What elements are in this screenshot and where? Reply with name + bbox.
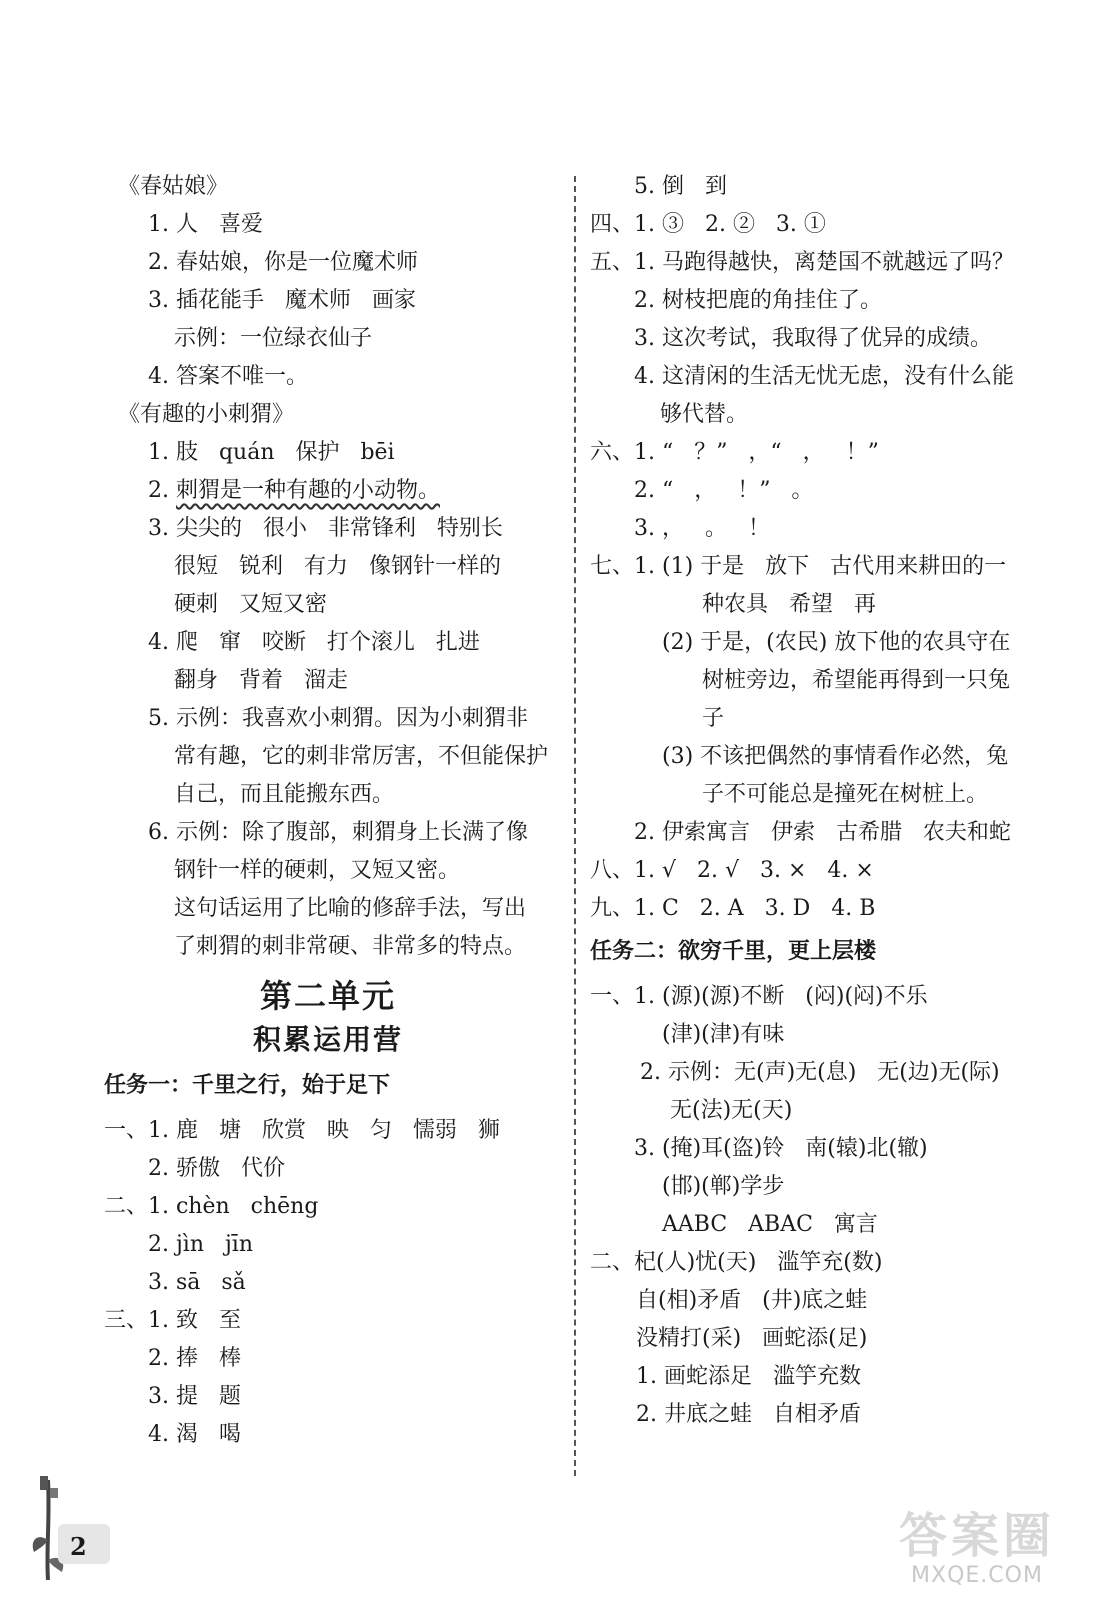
title-ciwei: 《有趣的小刺猬》 xyxy=(118,402,295,427)
answer-line: 6. 示例：除了腹部，刺猬身上长满了像 xyxy=(148,820,528,845)
watermark-logo-text: 答案圈 xyxy=(898,1508,1055,1564)
answer-line: 5. 倒 到 xyxy=(634,174,727,199)
answer-number: 2. xyxy=(148,478,176,503)
answer-line: 2. 骄傲 代价 xyxy=(148,1156,285,1181)
answer-line: 1. 人 喜爱 xyxy=(148,212,263,237)
answer-line: 五、1. 马跑得越快，离楚国不就越远了吗？ xyxy=(590,250,1014,275)
answer-line: 2. 树枝把鹿的角挂住了。 xyxy=(634,288,882,313)
answer-line: 子不可能总是撞死在树桩上。 xyxy=(702,782,989,807)
answer-line: 一、1. (源)(源)不断 (闷)(闷)不乐 xyxy=(590,984,928,1009)
answer-line: (津)(津)有味 xyxy=(662,1022,785,1047)
answer-line: (3) 不该把偶然的事情看作必然，兔 xyxy=(662,744,1009,769)
answer-line: 4. 答案不唯一。 xyxy=(148,364,308,389)
answer-line: 自己，而且能搬东西。 xyxy=(174,782,395,807)
watermark xyxy=(872,1508,1082,1592)
answer-line: (邯)(郸)学步 xyxy=(662,1174,785,1199)
answer-line: 1. 肢 quán 保护 bēi xyxy=(148,440,395,465)
task-one-heading: 任务一：千里之行，始于足下 xyxy=(104,1072,391,1098)
answer-line: 一、1. 鹿 塘 欣赏 映 匀 懦弱 狮 xyxy=(104,1118,500,1143)
answer-line: 3. 尖尖的 很小 非常锋利 特别长 xyxy=(148,516,503,541)
answer-line: 无(法)无(天) xyxy=(670,1098,793,1123)
answer-line: 3. 插花能手 魔术师 画家 xyxy=(148,288,416,313)
answer-line: 3. (掩)耳(盗)铃 南(辕)北(辙) xyxy=(634,1136,928,1161)
column-divider xyxy=(574,176,576,1476)
answer-line: 示例：一位绿衣仙子 xyxy=(174,326,373,351)
task-two-heading: 任务二：欲穷千里，更上层楼 xyxy=(590,938,877,964)
answer-line: 4. 这清闲的生活无忧无虑，没有什么能 xyxy=(634,364,1014,389)
section-title: 积累运用营 xyxy=(252,1023,403,1056)
answer-line xyxy=(148,476,440,506)
answer-line: 七、1. (1) 于是 放下 古代用来耕田的一 xyxy=(590,554,1007,579)
answer-line: 钢针一样的硬刺，又短又密。 xyxy=(174,858,461,883)
answer-line: 三、1. 致 至 xyxy=(104,1308,241,1333)
answer-line: 够代替。 xyxy=(660,402,749,427)
answer-line: 这句话运用了比喻的修辞手法，写出 xyxy=(174,896,527,921)
answer-line: 2. jìn jīn xyxy=(148,1232,254,1257)
answer-line: 2. 伊索寓言 伊索 古希腊 农夫和蛇 xyxy=(634,820,1011,845)
title-chunguniang: 《春姑娘》 xyxy=(118,174,229,199)
answer-line: 2. 捧 棒 xyxy=(148,1346,241,1371)
answer-line: 了刺猬的刺非常硬、非常多的特点。 xyxy=(174,934,527,959)
answer-line: 树桩旁边，希望能再得到一只兔 xyxy=(702,668,1011,693)
answer-line: 种农具 希望 再 xyxy=(702,592,876,617)
answer-line: 六、1. “ ？” ，“ ， ！” xyxy=(590,440,879,465)
unit-title: 第二单元 xyxy=(259,977,396,1015)
answer-line: 2. “ ， ！” 。 xyxy=(634,478,814,503)
answer-line: 4. 渴 喝 xyxy=(148,1422,241,1447)
answer-line: 5. 示例：我喜欢小刺猬。因为小刺猬非 xyxy=(148,706,528,731)
watermark-url: MXQE.COM xyxy=(911,1563,1043,1588)
answer-line: 子 xyxy=(702,706,725,731)
answer-line: 3. 这次考试，我取得了优异的成绩。 xyxy=(634,326,992,351)
answer-line: 二、杞(人)忧(天) 滥竽充(数) xyxy=(590,1250,883,1275)
answer-line: 八、1. √ 2. √ 3. × 4. × xyxy=(590,858,874,883)
answer-line: 3. ， 。 ！ xyxy=(634,516,770,541)
answer-line: 二、1. chèn chēng xyxy=(104,1194,319,1219)
answer-line: 3. sā sǎ xyxy=(148,1270,246,1295)
answer-line: 1. 画蛇添足 滥竽充数 xyxy=(636,1364,861,1389)
answer-line: (2) 于是，(农民) 放下他的农具守在 xyxy=(662,630,1011,655)
page-number: 2 xyxy=(70,1532,87,1561)
answer-line: 3. 提 题 xyxy=(148,1384,241,1409)
answer-line: 2. 示例：无(声)无(息) 无(边)无(际) xyxy=(640,1060,1000,1085)
wavy-underlined-sentence: 刺猬是一种有趣的小动物。 xyxy=(175,478,440,503)
answer-line: 九、1. C 2. A 3. D 4. B xyxy=(590,896,876,921)
answer-line: 2. 井底之蛙 自相矛盾 xyxy=(636,1402,861,1427)
answer-line: 常有趣，它的刺非常厉害，不但能保护 xyxy=(174,744,549,769)
answer-line: 四、1. ③ 2. ② 3. ① xyxy=(590,212,826,237)
answer-line: AABC ABAC 寓言 xyxy=(662,1212,878,1237)
answer-line: 硬刺 又短又密 xyxy=(174,592,327,617)
answer-line: 很短 锐利 有力 像钢针一样的 xyxy=(174,554,501,579)
answer-line: 4. 爬 窜 咬断 打个滚儿 扎进 xyxy=(148,630,480,655)
answer-line: 2. 春姑娘，你是一位魔术师 xyxy=(148,250,418,275)
answer-line: 自(相)矛盾 (井)底之蛙 xyxy=(636,1288,868,1313)
answer-line: 翻身 背着 溜走 xyxy=(174,668,348,693)
answer-line: 没精打(采) 画蛇添(足) xyxy=(636,1326,868,1351)
